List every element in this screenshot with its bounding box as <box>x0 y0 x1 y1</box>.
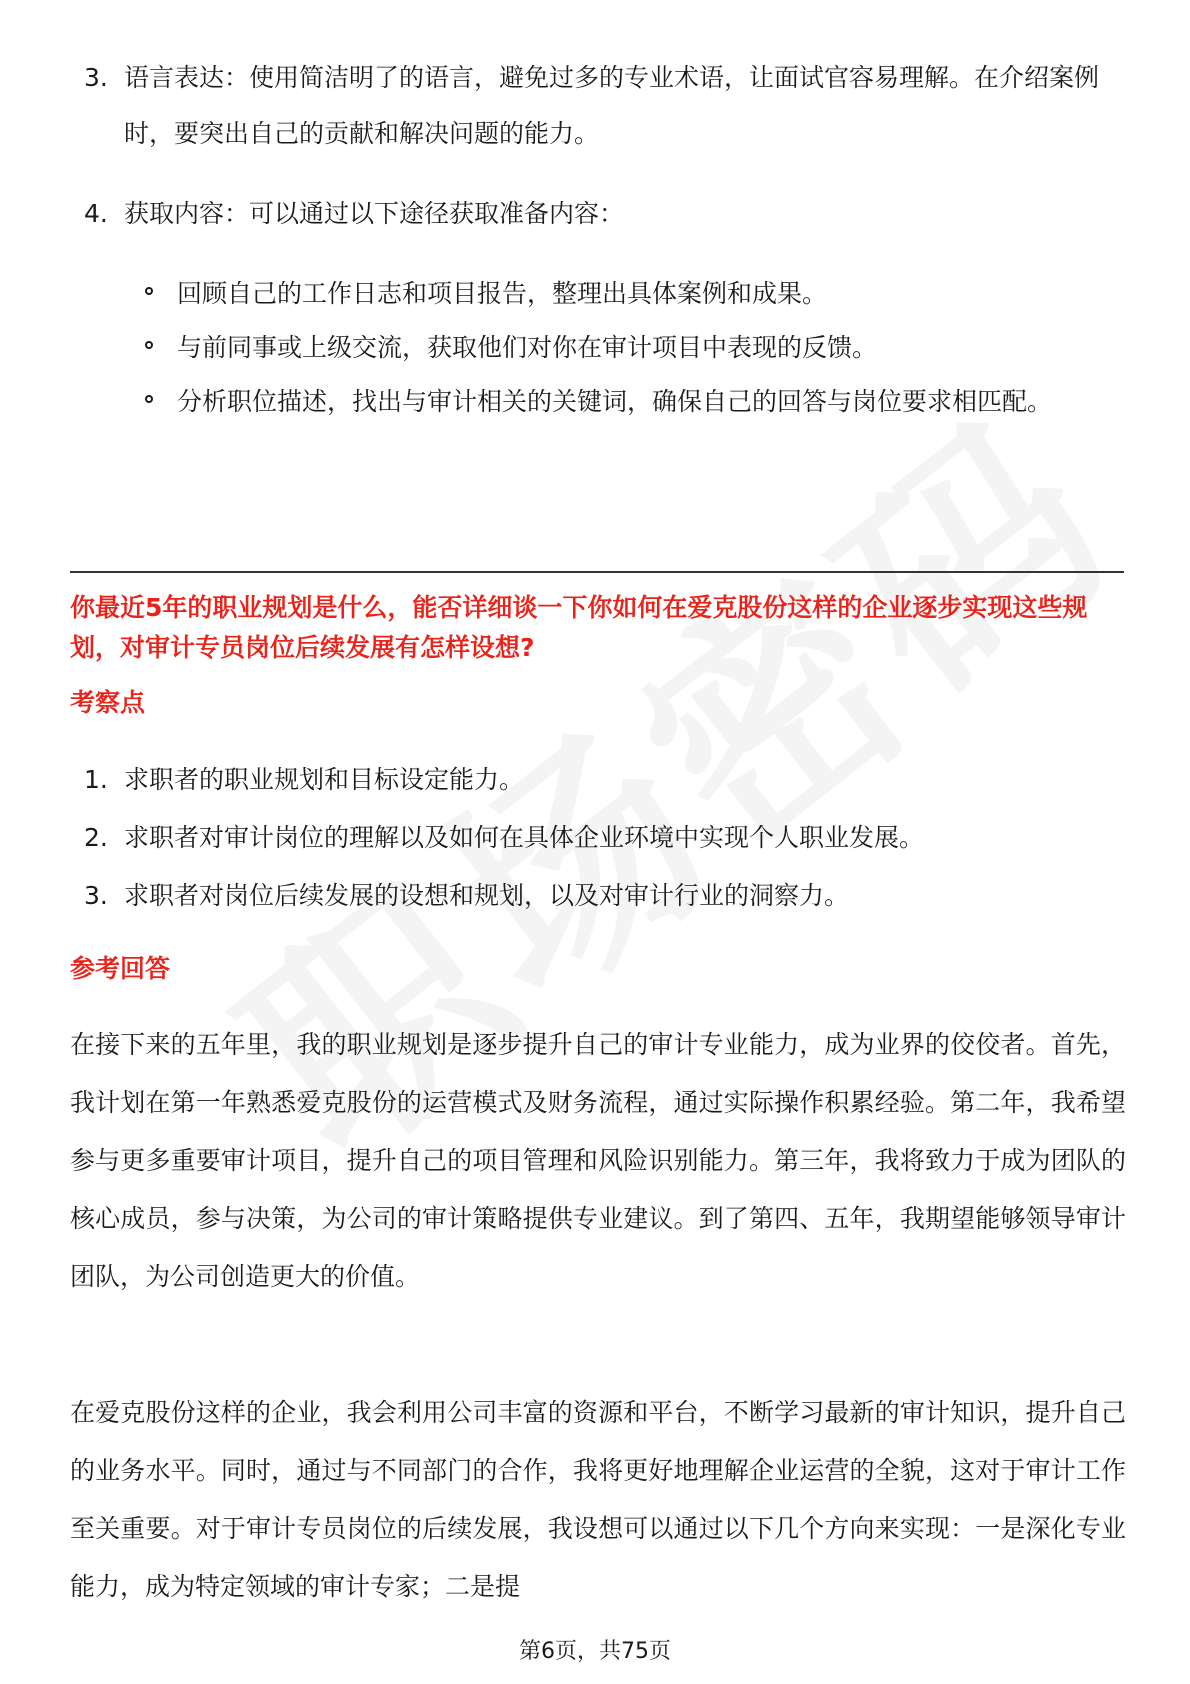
list-text: 语言表达：使用简洁明了的语言，避免过多的专业术语，让面试官容易理解。在介绍案例时，要突出自己的贡献和解决问题的能力。 <box>124 63 1100 148</box>
bullet-circle-icon <box>145 287 153 295</box>
bullet-item <box>145 374 1130 430</box>
bullet-item <box>145 320 1130 376</box>
list-number: 3. <box>84 63 108 92</box>
bullet-item <box>145 266 1130 322</box>
bullet-circle-icon <box>145 341 153 349</box>
list-number: 3. <box>84 881 108 910</box>
list-item <box>84 186 1124 242</box>
list-text: 求职者对岗位后续发展的设想和规划，以及对审计行业的洞察力。 <box>124 881 850 910</box>
answer-heading: 参考回答 <box>70 954 171 983</box>
list-text: 获取内容：可以通过以下途径获取准备内容： <box>124 199 625 228</box>
list-number: 2. <box>84 823 108 852</box>
bullet-text: 与前同事或上级交流，获取他们对你在审计项目中表现的反馈。 <box>177 333 878 362</box>
bullet-text: 分析职位描述，找出与审计相关的关键词，确保自己的回答与岗位要求相匹配。 <box>177 387 1053 416</box>
list-number: 1. <box>84 765 108 794</box>
list-item <box>84 50 1124 162</box>
section-divider <box>70 571 1124 573</box>
assessment-heading: 考察点 <box>70 688 146 717</box>
assessment-item <box>84 810 1124 866</box>
answer-paragraph: 在接下来的五年里，我的职业规划是逐步提升自己的审计专业能力，成为业界的佼佼者。首先，我计划在第一年熟悉爱克股份的运营模式及财务流程，通过实际操作积累经验。第二年，我希望参与更多重要审计项目，提升自己的项目管理和风险识别能力。第三年，我将致力于成为团队的核心成员，参与决策，为公司的审计策略提供专业建议。到了第四、五年，我期望能够领导审计团队，为公司创造更大的价值。 <box>70 1030 1126 1291</box>
list-number: 4. <box>84 199 108 228</box>
assessment-item <box>84 868 1124 924</box>
bullet-circle-icon <box>145 395 153 403</box>
assessment-item <box>84 752 1124 808</box>
bullet-text: 回顾自己的工作日志和项目报告，整理出具体案例和成果。 <box>177 279 828 308</box>
list-text: 求职者的职业规划和目标设定能力。 <box>124 765 525 794</box>
interview-question: 你最近5年的职业规划是什么，能否详细谈一下你如何在爱克股份这样的企业逐步实现这些规划，对审计专员岗位后续发展有怎样设想? <box>70 593 1088 662</box>
list-text: 求职者对审计岗位的理解以及如何在具体企业环境中实现个人职业发展。 <box>124 823 925 852</box>
answer-paragraph: 在爱克股份这样的企业，我会利用公司丰富的资源和平台，不断学习最新的审计知识，提升自己的业务水平。同时，通过与不同部门的合作，我将更好地理解企业运营的全貌，这对于审计工作至关重要。对于审计专员岗位的后续发展，我设想可以通过以下几个方向来实现：一是深化专业能力，成为特定领域的审计专家；二是提 <box>70 1398 1126 1601</box>
page-footer: 第6页，共75页 <box>519 1639 671 1664</box>
